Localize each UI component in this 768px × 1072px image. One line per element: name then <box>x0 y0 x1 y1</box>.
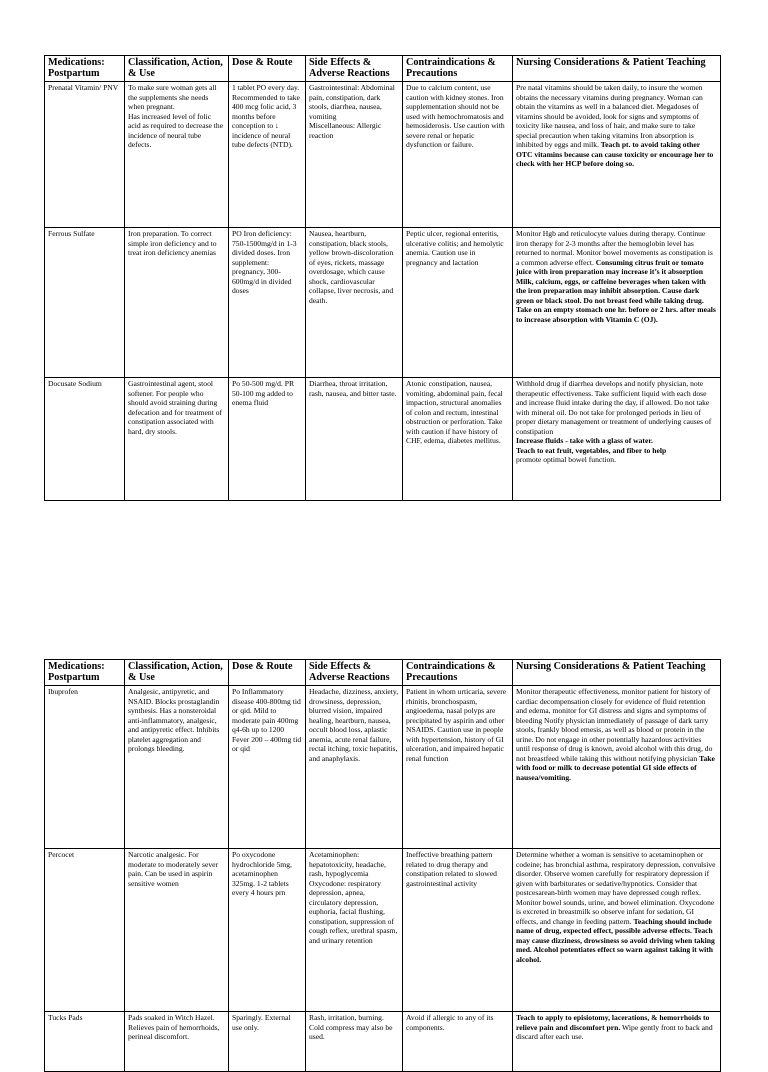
classification-cell <box>125 82 229 228</box>
contraindications-cell: Atonic constipation, nausea, vomiting, abdominal pain, fecal impaction, structural anomalies of colon and rectum, intestinal obstruction or perforation. Take with caution if have history of CHF, edema, diabetes mellitus. <box>403 378 513 501</box>
dose-cell: Po Inflammatory disease 400-800mg tid or qid. Mild to moderate pain 400mg q4-6h up to 1200 Fever 200 – 400mg tid or qid <box>229 686 306 849</box>
classification-cell: Narcotic analgesic. For moderate to moderately sever pain. Can be used in aspirin sensitive women <box>125 849 229 1012</box>
side-effects-text: Gastrointestinal: Abdominal pain, constipation, dark stools, diarrhea, nausea, vomiting <box>309 83 395 121</box>
nursing-cell <box>513 849 721 1012</box>
nursing-text: Wipe gently front to back and discard after each use. <box>516 1022 713 1041</box>
side-effects-cell: Rash, irritation, burning. Cold compress may also be used. <box>306 1012 403 1072</box>
side-effects-cell: Nausea, heartburn, constipation, black stools, yellow brown-discoloration of eyes, rickets, massage overdosage, which cause shock, cardiovascular collapse, liver necrosis, and death. <box>306 228 403 378</box>
header-side-effects: Side Effects & Adverse Reactions <box>306 660 403 686</box>
side-effects-cell: Diarrhea, throat irritation, rash, nausea, and bitter taste. <box>306 378 403 501</box>
nursing-cell <box>513 378 721 501</box>
header-nursing: Nursing Considerations & Patient Teaching <box>513 660 721 686</box>
classification-cell: Gastrointestinal agent, stool softener. For people who should avoid straining during defecation and for treatment of constipation associated with hard, dry stools. <box>125 378 229 501</box>
header-contraindications: Contraindications & Precautions <box>403 660 513 686</box>
nursing-cell <box>513 228 721 378</box>
table-row-prenatal-vitamin <box>45 82 721 228</box>
header-medications: Medications: Postpartum <box>45 56 125 82</box>
nursing-teaching-bold: Teaching should include name of drug, expected effect, possible adverse effects. Teach may cause dizziness, drowsiness so avoid driving when taking med. Alcohol potentiates effect so warn against taking it with alcohol. <box>516 916 715 964</box>
classification-text: To make sure woman gets all the supplements she needs when pregnant. <box>128 83 217 111</box>
classification-cell: Iron preparation. To correct simple iron deficiency and to treat iron deficiency anemias <box>125 228 229 378</box>
medication-name: Ferrous Sulfate <box>45 228 125 378</box>
nursing-teaching-bold: Take with food or milk to decrease potential GI side effects of nausea/vomiting. <box>516 753 715 782</box>
table-header-row <box>45 56 721 82</box>
nursing-cell <box>513 1012 721 1072</box>
medication-name: Ibuprofen <box>45 686 125 849</box>
contraindications-cell: Patient in whom urticaria, severe rhinitis, bronchospasm, angioedema, nasal polyps are precipitated by aspirin and other NSAIDS. Caution use in people with hypertension, history of GI ulceration, and impaired hepatic renal function <box>403 686 513 849</box>
medication-name: Tucks Pads <box>45 1012 125 1072</box>
nursing-text: Withhold drug if diarrhea develops and notify physician, note therapeutic effectiveness. Take sufficient liquid with each dose and increase fluid intake during the day, if allowed. Do not take with mineral oil. Do not take for prolonged periods in lieu of proper dietary management or treatment of underlying causes of constipation <box>516 379 712 436</box>
header-classification: Classification, Action, & Use <box>125 660 229 686</box>
classification-text-2: Has increased level of folic acid as required to decrease the incidence of neural tube defects. <box>128 111 224 149</box>
nursing-teaching-bold: Consuming citrus fruit or tomato juice with iron preparation may increase it’s it absorption Milk, calcium, eggs, or caffeine beverages when taken with the iron preparation may inhibit absorption. Cause dark green or black stool. Do not breast feed while taking drug. Take on an empty stomach one hr. before or 2 hrs. after meals to increase absorption with Vitamin C (OJ). <box>516 257 716 324</box>
medication-name: Prenatal Vitamin/ PNV <box>45 82 125 228</box>
nursing-teaching-bold: Teach to apply to episiotomy, lacerations, & hemorrhoids to relieve pain and discomfort prn. <box>516 1013 710 1032</box>
medication-table-1 <box>44 55 721 501</box>
dose-cell: PO Iron deficiency: 750-1500mg/d in 1-3 divided doses. Iron supplement: pregnancy, 300-600mg/d in divided doses <box>229 228 306 378</box>
header-medications: Medications: Postpartum <box>45 660 125 686</box>
nursing-text: Monitor therapeutic effectiveness, monitor patient for history of cardiac decompensation closely for evidence of fluid retention and edema, monitor for GI distress and signs and symptoms of bleeding Notify physician immediately of passage of dark tarry stools, frankly blood emesis, as well as blood or protein in the urine. Do not engage in other potentially hazardous activities until response of drug is known, avoid alcohol with this drug, do not breastfeed while taking this without notifying physician <box>516 687 713 763</box>
medication-name: Docusate Sodium <box>45 378 125 501</box>
contraindications-cell: Ineffective breathing pattern related to drug therapy and constipation related to slowed gastrointestinal activity <box>403 849 513 1012</box>
medication-table-2 <box>44 659 721 1072</box>
dose-cell: Po oxycodone hydrochloride 5mg, acetaminophen 325mg. 1-2 tablets every 4 hours prn <box>229 849 306 1012</box>
contraindications-cell: Avoid if allergic to any of its components. <box>403 1012 513 1072</box>
header-nursing: Nursing Considerations & Patient Teaching <box>513 56 721 82</box>
header-classification: Classification, Action, & Use <box>125 56 229 82</box>
header-side-effects: Side Effects & Adverse Reactions <box>306 56 403 82</box>
table-row-ibuprofen <box>45 686 721 849</box>
dose-cell: Sparingly. External use only. <box>229 1012 306 1072</box>
nursing-text: Monitor Hgb and reticulocyte values during therapy. Continue iron therapy for 2-3 months after the hemoglobin level has returned to normal. Monitor bowel movements as constipation is a common adverse effect. <box>516 229 713 267</box>
dose-cell: Po 50-500 mg/d. PR 50-100 mg added to enema fluid <box>229 378 306 501</box>
table-row-docusate-sodium <box>45 378 721 501</box>
side-effects-text-2: Miscellaneous: Allergic reaction <box>309 121 382 140</box>
side-effects-cell: Acetaminophen: hepatotoxicity, headache, rash, hypoglycemia Oxycodone: respiratory depression, apnea, circulatory depression, euphoria, facial flushing, constipation, suppression of cough reflex, urethral spasm, and urinary retention <box>306 849 403 1012</box>
side-effects-cell <box>306 82 403 228</box>
table-row-tucks-pads <box>45 1012 721 1072</box>
table-header-row <box>45 660 721 686</box>
nursing-text-tail: promote optimal bowel function. <box>516 455 616 464</box>
side-effects-cell: Headache, dizziness, anxiety, drowsiness, depression, blurred vision, impaired healing, heartburn, nausea, occult blood loss, aplastic anemia, acute renal failure, rectal itching, toxic hepatitis, and anaphylaxis. <box>306 686 403 849</box>
header-dose: Dose & Route <box>229 660 306 686</box>
header-contraindications: Contraindications & Precautions <box>403 56 513 82</box>
classification-cell: Pads soaked in Witch Hazel. Relieves pain of hemorrhoids, perineal discomfort. <box>125 1012 229 1072</box>
nursing-text: Pre natal vitamins should be taken daily, to insure the women obtains the necessary vitamins during pregnancy. Woman can obtain the vitamins as well in a balanced diet. Megadoses of vitamins should be avoided, look for signs and symptoms of toxicity like nausea, and loss of hair, and make sure to take special precaution when taking vitamins Iron absorption is inhibited by eggs and milk. <box>516 83 703 149</box>
nursing-teaching-bold-2: Teach to eat fruit, vegetables, and fiber to help <box>516 445 667 455</box>
nursing-teaching-bold: Increase fluids - take with a glass of water. <box>516 436 653 445</box>
nursing-cell <box>513 82 721 228</box>
contraindications-cell: Due to calcium content, use caution with kidney stones. Iron supplementation should not be used with hemochromatosis and hemosiderosis. Use caution with severe renal or hepatic dysfunction or failure. <box>403 82 513 228</box>
header-dose: Dose & Route <box>229 56 306 82</box>
table-row-ferrous-sulfate <box>45 228 721 378</box>
classification-cell: Analgesic, antipyretic, and NSAID. Blocks prostaglandin synthesis. Has a nonsteroidal anti-inflammatory, analgesic, and antipyretic effect. Inhibits platelet aggregation and prolongs bleeding. <box>125 686 229 849</box>
nursing-cell <box>513 686 721 849</box>
medication-name: Percocet <box>45 849 125 1012</box>
contraindications-cell: Peptic ulcer, regional enteritis, ulcerative colitis; and hemolytic anemia. Caution use in pregnancy and lactation <box>403 228 513 378</box>
dose-cell: 1 tablet PO every day. Recommended to take 400 mcg folic acid, 3 months before conception to ↓ incidence of neural tube defects (NTD). <box>229 82 306 228</box>
nursing-text: Determine whether a woman is sensitive to acetaminophen or codeine; has bronchial asthma, respiratory depression, convulsive disorder. Observe women carefully for respiratory depression if given with barbiturates or sedative/hypnotics. Consider that postcesarean-birth women may have depressed cough reflex. Monitor bowel sounds, urine, and bowel elimination. Oxycodone is excreted in breastmilk so observe infant for sedation, GI effects, and change in feeding pattern. <box>516 850 716 926</box>
table-row-percocet <box>45 849 721 1012</box>
nursing-teaching-bold: Teach pt. to avoid taking other OTC vitamins because can cause toxicity or encourage her to check with her HCP before doing so. <box>516 140 714 168</box>
